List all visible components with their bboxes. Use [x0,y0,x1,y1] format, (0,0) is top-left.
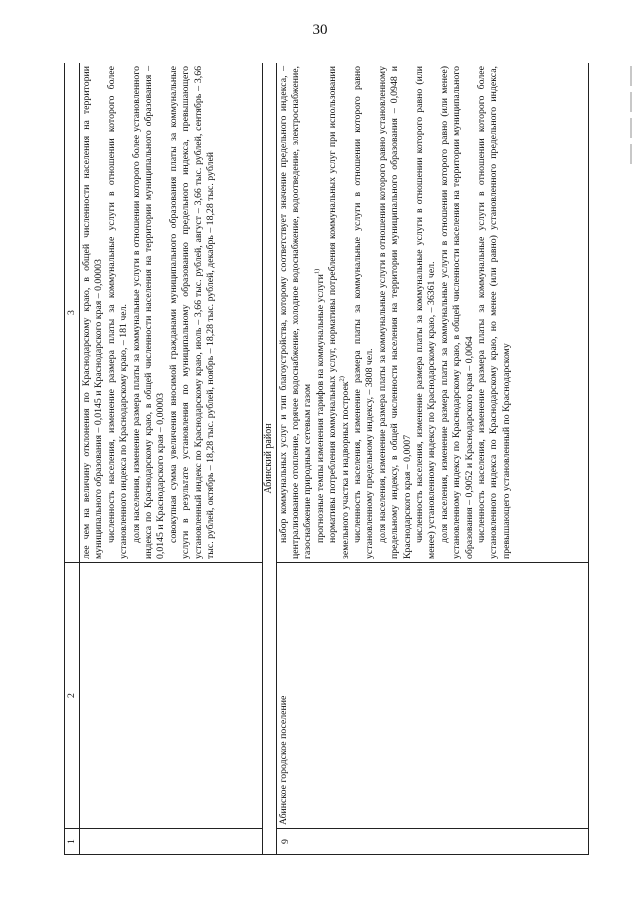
table-row-continued [80,63,263,855]
section-title: Абинский район [262,63,276,855]
table-row-9 [276,63,588,855]
paragraph: доля населения, изменение размера платы за коммунальные услуги в отношении которого равно установленному предельному индексу, в общей численности населения на территории муниципального образования – 0,0948 и Краснодарского края – 0,0007 [376,66,413,559]
paragraph-text: нормативы потребления коммунальных услуг, нормативы потребления коммунальных услуг при использовании земельного участка и надворных построек [327,66,351,559]
row-continued-number [80,829,263,855]
paragraph: совокупная сумма увеличения вносимой гражданами муниципального образования платы за коммунальные услуги в результате установления по муниципальному образованию предельного индекса, превышающего установленный индекс по Краснодарскому краю, июль – 3,66 тыс. рублей, август – 3,66 тыс. рублей, сентябрь – 3,66 тыс. рублей, октябрь – 18,28 тыс. рублей, ноябрь – 18,28 тыс. рублей, декабрь – 18,28 тыс. рублей [167,66,217,559]
row-number: 9 [276,829,588,855]
settlement-name: Абинское городское поселение [276,563,588,829]
paragraph: набор коммунальных услуг и тип благоустройства, которому соответствует значение предельного индекса, – централизованное отопление, горячее водоснабжение, холодное водоснабжение, водоотведение, электроснабжение, газоснабжение природным сетевым газом [277,66,314,559]
landscape-table-page [64,63,589,855]
footnote-ref: 2) [338,376,346,382]
row-9-content [276,63,588,563]
paragraph: численность населения, изменение размера платы за коммунальные услуги в отношении которого равно установленному предельному индексу, – 3808 чел. [351,66,376,559]
paragraph [315,66,327,559]
row-continued-content [80,63,263,563]
paragraph: численность населения, изменение размера платы за коммунальные услуги в отношении которого более установленного индекса по Краснодарскому краю, но менее (или равно) установленного предельного индекса, превышающего установленный по Краснодарскому [476,66,512,559]
section-row [262,63,276,855]
paragraph: доля населения, изменение размера платы за коммунальные услуги в отношении которого более установленного индекса по Краснодарскому краю, в общей численности населения на территории муниципального образования – 0,0145 и Краснодарского края – 0,00003 [130,66,167,559]
table-header-row [65,63,80,855]
header-col-2: 2 [65,563,80,829]
page-number: 30 [312,22,328,38]
header-col-1: 1 [65,829,80,855]
paragraph [327,66,352,559]
paragraph: численность населения, изменение размера платы за коммунальные услуги в отношении которого равно (или менее) установленному индексу по Краснодарскому краю, – 36361 чел. [414,66,438,559]
rotated-table-area [64,63,589,855]
scan-edge-marks [624,60,638,210]
paragraph: численность населения, изменение размера платы за коммунальные услуги в отношении которого более установленного индекса по Краснодарскому краю, – 181 чел. [105,66,130,559]
row-continued-name [80,563,263,829]
footnote-ref: 1) [313,268,321,275]
paragraph: доля населения, изменение размера платы за коммунальные услуги в отношении которого равно (или менее) установленному индексу по Краснодарскому краю, в общей численности населения на территории муниципального образования – 0,9052 и Краснодарского края – 0,0064 [438,66,475,559]
header-col-3: 3 [65,63,80,563]
document-table [64,63,589,855]
paragraph-text: прогнозные темпы изменения тарифов на коммунальные услуги [314,274,326,543]
paragraph: лее чем на величину отклонения по Краснодарскому краю, в общей численности населения на территории муниципального образования – 0,0145 и Краснодарского края – 0,00003 [81,66,105,559]
